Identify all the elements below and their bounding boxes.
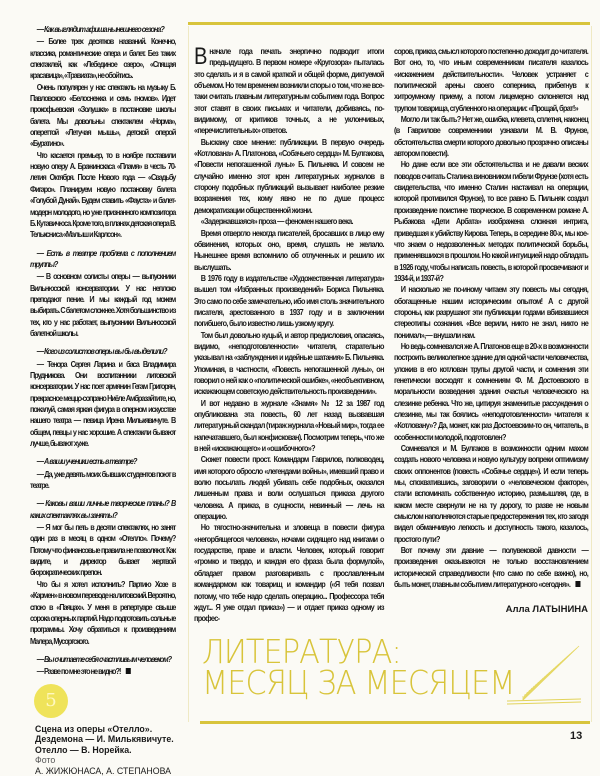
open-book-icon	[505, 644, 583, 706]
article-column-right	[394, 46, 588, 591]
paragraph-text: — Кого из солистов оперы вы бы выделили?	[36, 346, 167, 357]
paragraph-text: И насколько же по-иному читаем эту повесть мы сегодня, обогащенные нашим историческим опытом! А с другой стороны, как разрушают эти публикации годами вбивавшиеся стереотипы сознания. «Все верили, никто не знал, никто не понимал»,— внушали нам.	[394, 284, 589, 340]
interview-question	[30, 654, 175, 665]
paragraph-text: — Разве по мне это не видно?!	[36, 666, 121, 677]
paragraph-text: — Да, уже девять моих бывших студентов поют в театре.	[30, 468, 176, 491]
photo-credit-names: А. ЖИЖЮНАСА, А. СТЕПАНОВА	[35, 765, 172, 776]
interview-column	[30, 24, 175, 678]
paragraph-text: соров, приказ, смысл которого постепенно доходит до читателя. Вот оно, то, что иным современникам писателя казалось «искажением действительности». Человек устраняет с политической арены своего соперника, прибегнув к хитроумному приему, а потом лицемерно склоняется над трупом товарища, сгубленного на операции: «Прощай, брат!»	[394, 46, 589, 113]
interview-question	[30, 456, 175, 467]
paragraph-text: — Я мог бы петь в десяти спектаклях, но занят один раз в месяц в одном «Отелло». Почему? Потому что финансовые правила не позволяют. Как видите, и директор бывает жертвой бюрократических препон.	[30, 522, 176, 578]
paragraph-text: Время отвергло некогда писателей, бросавших в лицо ему обвинения, которых оно, время, слушать не желало. Нынешнее время вспомнило об отлученных и решило их выслушать.	[194, 227, 384, 272]
article-paragraph	[394, 545, 588, 590]
interview-answer	[30, 36, 175, 81]
paragraph-text: Что бы я хотел исполнить? Партию Хозе в «Кармен» в новом переводе на литовский. Вероятно, спою в «Паяцах». У меня в репертуаре свыше сорока оперных партий. Надо подготовить сольные программы. Хочу обратиться к произведениям Малера, Мусоргского.	[30, 578, 176, 646]
article-column-middle	[194, 43, 384, 625]
rubric-line-1: ЛИТЕРАТУРА:	[202, 632, 401, 671]
article-paragraph	[394, 159, 588, 284]
interview-answer	[30, 150, 175, 241]
article-paragraph	[194, 43, 384, 137]
interview-answer	[30, 271, 175, 339]
article-paragraph	[194, 273, 384, 330]
photo-number-badge: 5	[34, 684, 68, 718]
interview-question	[30, 498, 175, 521]
caption-line: Отелло — В. Норейка.	[35, 744, 132, 755]
paragraph-text: — В основном солисты оперы — выпускники Вильнюсской консерватории. У нас неплохо преподают пение. И мы каждый год можем выбирать. С балетом сложнее. Хотя большинство из тех, кто у нас работает, выпускники Вильнюсской балетной школы.	[30, 271, 176, 338]
interview-answer	[30, 666, 175, 677]
book-page-line	[523, 646, 579, 700]
paragraph-text: — Более трех десятков названий. Конечно, классика, романтические опера и балет. Без таких спектаклей, как «Лебединое озеро», «Спящая красавица», «Травиата», не обойтись.	[30, 36, 176, 81]
interview-answer	[30, 359, 175, 450]
paragraph-text: В 1976 году в издательстве «Художественная литература» вышел том «Избранных произведений» Бориса Пильняка. Это само по себе замечательно, ибо имя столь значительного писателя, арестованного в 1937 году и в заключении погибшего, было известно лишь узкому кругу.	[194, 272, 384, 329]
paragraph-text: Том был довольно куцый, и автор предисловия, опасаясь, видимо, «неподготовленности» читателя, старательно указывал на «заблуждения и идейные шатания» Б. Пильняка. Упоминая, в частности, «Повесть непогашенной луны», он говорил о ней как о «политической ошибке», «необъективном, искажающем советскую действительность произведении».	[194, 329, 384, 397]
article-paragraph	[194, 330, 384, 398]
paragraph-text: Сомневался и М. Булгаков в возможности одним махом создать нового человека и новую культуру вопреки оптимизму своих оппонентов (повесть «Собачье сердце»). И если теперь мы, спохватившись, заговорили о «человеческом факторе», стали вспоминать собственную историю, размышляя, где, в каком месте свернули не на ту дорогу, то разве не новым смыслом наполняются старые предостережения тех, кто загодя видел обманчивую легкость и доступность такого, казалось, простого пути?	[394, 443, 589, 544]
article-paragraph	[394, 114, 588, 159]
photo-credit-label: Фото	[35, 755, 56, 766]
interview-answer	[30, 579, 175, 647]
article-paragraph	[394, 341, 588, 443]
caption-line: Сцена из оперы «Отелло».	[35, 723, 153, 734]
end-mark-icon	[575, 581, 580, 587]
drop-cap: В	[194, 43, 207, 70]
article-paragraph	[194, 137, 384, 216]
interview-question	[30, 248, 175, 271]
paragraph-text: Сюжет повести прост. Командарм Гаврилов, полководец, имя которого обросло «легендами войны», имевший право и волю посылать людей убивать себе подобных, оказался лишенным права и воли ослушаться приказа другого человека. А приказ, в сущности, невинный — лечь на операцию.	[194, 454, 384, 522]
paragraph-text: — А ваши ученики есть в театре?	[36, 456, 137, 467]
paragraph-text: Что касается премьер, то в ноябре поставили новую оперу А. Бражинскаса «Пламя» в честь 70-летия Октября. После Нового года — «Свадьбу Фигаро». Планируем новую постановку балета «Голубой Дунай». Будем ставить «Фауста» и балет-модерн молодого, но уже признанного композитора Б. Кутавичюса. Кроме того, в планах детская опера В. Тельксниса «Малыш и Карлсон».	[30, 149, 176, 240]
photo-caption	[35, 724, 174, 776]
author-signature: Алла ЛАТЫНИНА	[505, 604, 588, 615]
interview-answer	[30, 522, 175, 579]
rubric-title	[202, 632, 542, 702]
paragraph-text: — Есть в театре проблема с пополнением труппы?	[30, 247, 176, 269]
rubric-line-2: МЕСЯЦ ЗА МЕСЯЦЕМ	[202, 663, 515, 702]
interview-answer	[30, 82, 175, 150]
interview-question	[30, 24, 175, 35]
article-paragraph	[194, 216, 384, 227]
paragraph-text: Выскажу свое мнение: публикации. В первую очередь «Котлована» А. Платонова, «Собачьего сердца» М. Булгакова, «Повести непогашенной луны» Б. Пильняка. И совсем не случайно именно этот крен литературных журналов в сторону подобных публикаций вызывает наиболее резкие возражения тех, кому явно не по душе процесс демократизации общественной жизни.	[194, 136, 384, 215]
paragraph-text: Очень популярен у нас спектакль на музыку Б. Павловского «Белоснежка и семь гномов». Идет прокофьевская «Золушка» в постановке школы балета. Мы довольны спектаклем «Норма», опереттой «Летучая мышь», детской оперой «Буратино».	[30, 81, 176, 149]
article-paragraph	[194, 398, 384, 455]
article-paragraph	[394, 284, 588, 341]
page-number: 13	[570, 730, 583, 742]
paragraph-text: Но ведь сомневался же А. Платонов еще в 20-х в возможности построить великолепное здание для одной части человечества, уложив в его котлован трупы другой части, и сомнения эти генетически восходят к сомнениям Ф. М. Достоевского в моральности возведения здания счастья человеческого на слезинке ребенка. Что же, цитируя знаменитые рассуждения о слезинке, мы так боялись «неподготовленности» читателя к «Котловану»? Да, может, как раз Достоевским-то он, читатель, в особенности молодой, подготовлен?	[394, 340, 589, 442]
paragraph-text: — Как выглядит афиша нынешнего сезона?	[36, 24, 164, 34]
paragraph-text: «Задержавшаяся» проза — феномен нашего века.	[200, 216, 353, 227]
article-paragraph	[394, 443, 588, 545]
bottom-rule	[200, 721, 590, 724]
interview-answer	[30, 469, 175, 492]
paragraph-text: И вот недавно в журнале «Знамя» № 12 за 1987 год опубликована эта повесть, 60 лет назад вызвавшая литературный скандал (тираж журнала «Новый мир», тогда ее напечатавшего, был конфискован). Посмотрим теперь, что же в ней «искажающего» и «ошибочного»?	[194, 397, 384, 454]
paragraph-text: Но даже если все эти обстоятельства и не давали веских поводов считать Сталина виновником гибели Фрунзе (хотя есть свидетельства, что именно Сталин настаивал на операции, которой противился Фрунзе), то все равно Б. Пильняк создал произведение поистине творческое. В современном романе А. Рыбакова «Дети Арбата» изображена сложная интрига, приведшая к убийству Кирова. Теперь, в середине 80-х, мы кое-что знаем о недозволенных методах политической борьбы, применявшихся в прошлом. Но какой интуицией надо обладать в 1926 году, чтобы написать повесть, в которой просвечивают и 1934-й, и 1937-й?	[394, 159, 589, 283]
top-rule	[188, 22, 590, 25]
paragraph-text: Вот почему эти давние — полувековой давности — произведения оказываются не только восстановлением исторической справедливости (что само по себе важно), но, быть может, главным событием литературного «сегодня».	[394, 545, 589, 590]
paragraph-text: Но тягостно-значительна и зловеща в повести фигура «негорбящегося человека», ночами сидящего над книгами о государстве, праве и власти. Человек, который говорит «громко и твердо, и каждая его фраза была формулой», обладает правом разговаривать с прославленным командармом как товарищ и командир («Я тебя позвал потому, что тебе надо сделать операцию... Профессора тебя ждут... Я уже отдал приказ») — и отдает приказ одному из профес-	[194, 522, 384, 624]
paragraph-text: — Каковы ваши личные творческие планы? В каких спектаклях вы заняты?	[30, 498, 176, 520]
caption-line: Дездемона — И. Милькявичуте.	[35, 734, 174, 745]
article-paragraph	[394, 46, 588, 114]
article-paragraph	[194, 454, 384, 522]
paragraph-text: начале года печать энергично подводит итоги предыдущего. В первом номере «Кругозора» пыталась это сделать и я в самой краткой и общей форме, диктуемой объемом. Но тем временем возникли споры о том, что же все-таки считать главным литературным событием года. Вопрос этот ставят в своих письмах и читатели, добиваясь, по-видимому, от критиков точных, а не уклончивых, «перечислительных» ответов.	[194, 46, 384, 136]
article-paragraph	[194, 228, 384, 273]
article-paragraph	[194, 522, 384, 624]
paragraph-text: Могло ли так быть? Нет же, ошибка, клевета, сплетня, наконец (в Гаврилове современники узнавали М. В. Фрунзе, обстоятельства смерти которого довольно прозрачно описаны автором повести).	[394, 114, 589, 159]
paragraph-text: — Вы считаете себя счастливым человеком?	[36, 653, 172, 664]
paragraph-text: — Тенора Сергея Ларина и баса Владимира Прудникова. Они воспитанники литовской консерватории. У нас поет армянин Гегам Григорян, прекрасное меццо-сопрано Ниёле Амбразайтите, но, пожалуй, самая яркая фигура в оперном искусстве нашего театра — певица Ирена Милькявичуте. В общем, певцы у нас хорошие. А спектакли бывают лучше, бывают хуже.	[30, 358, 176, 449]
interview-question	[30, 346, 175, 357]
end-mark-icon	[125, 668, 130, 674]
